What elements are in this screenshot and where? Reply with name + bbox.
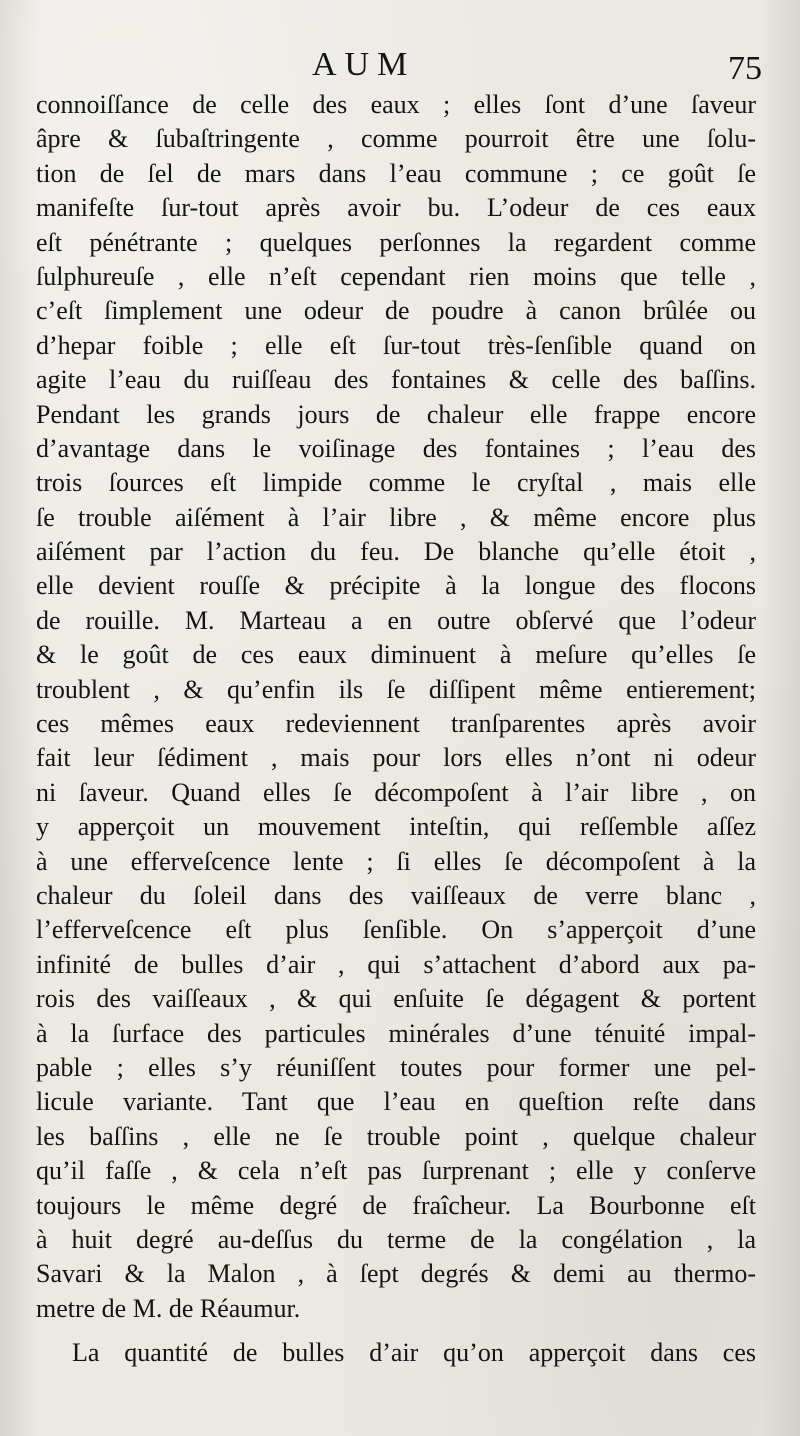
text-line: toujours le même degré de fraîcheur. La Bourbonne eſt [36, 1190, 756, 1220]
text-line: qu’il faſſe , & cela n’eſt pas ſurprenant ; elle y conſerve [36, 1156, 756, 1186]
text-line: c’eſt ſimplement une odeur de poudre à canon brûlée ou [36, 296, 756, 326]
body-text [36, 88, 756, 1370]
text-line: les baſſins , elle ne ſe trouble point , quelque chaleur [36, 1121, 756, 1151]
text-line: ces mêmes eaux redeviennent tranſparentes après avoir [36, 709, 756, 739]
text-line: agite l’eau du ruiſſeau des fontaines & celle des baſſins. [36, 365, 756, 395]
text-line: d’hepar foible ; elle eſt ſur-tout très-ſenſible quand on [36, 330, 756, 360]
page-number: 75 [728, 50, 762, 87]
text-line: ni ſaveur. Quand elles ſe décompoſent à l’air libre , on [36, 777, 756, 807]
paragraph-gap [36, 1326, 756, 1336]
text-line: chaleur du ſoleil dans des vaiſſeaux de verre blanc , [36, 880, 756, 910]
text-line: Savari & la Malon , à ſept degrés & demi au thermo- [36, 1259, 756, 1289]
running-head [0, 46, 800, 90]
text-line: aiſément par l’action du feu. De blanche qu’elle étoit , [36, 537, 756, 567]
text-line: elle devient rouſſe & précipite à la longue des flocons [36, 571, 756, 601]
text-line: Pendant les grands jours de chaleur elle frappe encore [36, 399, 756, 429]
text-line: d’avantage dans le voiſinage des fontaines ; l’eau des [36, 433, 756, 463]
text-line: âpre & ſubaſtringente , comme pourroit être une ſolu- [36, 124, 756, 154]
text-line: & le goût de ces eaux diminuent à meſure qu’elles ſe [36, 640, 756, 670]
text-line: infinité de bulles d’air , qui s’attachent d’abord aux pa- [36, 949, 756, 979]
text-line: pable ; elles s’y réuniſſent toutes pour former une pel- [36, 1052, 756, 1082]
text-line: metre de M. de Réaumur. [36, 1293, 301, 1323]
paragraph-2 [36, 1336, 756, 1370]
text-line: à une efferveſcence lente ; ſi elles ſe décompoſent à la [36, 846, 756, 876]
text-line: ſulphureuſe , elle n’eſt cependant rien moins que telle , [36, 261, 756, 291]
text-line: de rouille. M. Marteau a en outre obſervé que l’odeur [36, 605, 756, 635]
text-line: l’efferveſcence eſt plus ſenſible. On s’apperçoit d’une [36, 915, 756, 945]
text-line: licule variante. Tant que l’eau en queſtion reſte dans [36, 1087, 756, 1117]
text-line: ſe trouble aiſément à l’air libre , & même encore plus [36, 502, 756, 532]
text-line: y apperçoit un mouvement inteſtin, qui reſſemble aſſez [36, 812, 756, 842]
text-line: troublent , & qu’enfin ils ſe diſſipent même entierement; [36, 674, 756, 704]
text-line: fait leur ſédiment , mais pour lors elles n’ont ni odeur [36, 743, 756, 773]
paragraph-1 [36, 88, 756, 1326]
text-line: manifeſte ſur-tout après avoir bu. L’odeur de ces eaux [36, 193, 756, 223]
text-line: trois ſources eſt limpide comme le cryſtal , mais elle [36, 468, 756, 498]
text-line: tion de ſel de mars dans l’eau commune ; ce goût ſe [36, 158, 756, 188]
text-line: rois des vaiſſeaux , & qui enſuite ſe dégagent & portent [36, 984, 756, 1014]
running-title: AUM [312, 46, 416, 83]
text-line: La quantité de bulles d’air qu’on apperçoit dans ces [72, 1338, 756, 1368]
text-line: eſt pénétrante ; quelques perſonnes la regardent comme [36, 227, 756, 257]
text-line: connoiſſance de celle des eaux ; elles ſont d’une ſaveur [36, 90, 756, 119]
text-line: à huit degré au-deſſus du terme de la congélation , la [36, 1224, 756, 1254]
text-line: à la ſurface des particules minérales d’une ténuité impal- [36, 1018, 756, 1048]
